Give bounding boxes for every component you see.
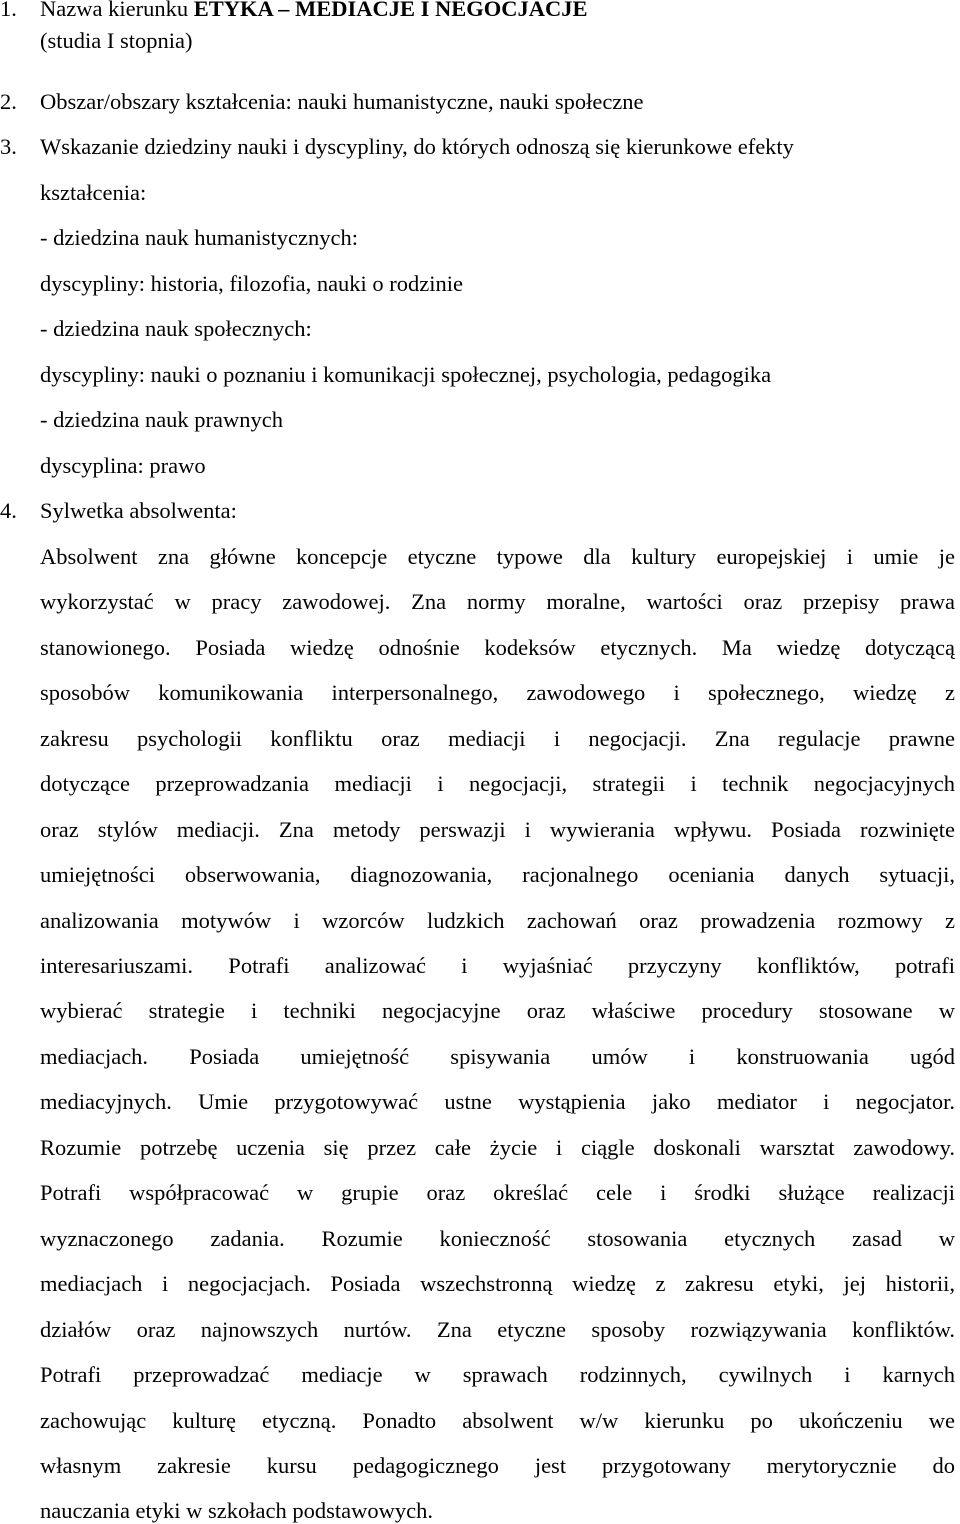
profile-paragraph-line: stanowionego. Posiada wiedzę odnośnie kodeksów etycznych. Ma wiedzę dotyczącą [40,635,955,660]
program-name-title: ETYKA – MEDIACJE I NEGOCJACJE [193,0,588,21]
profile-paragraph-line: analizowania motywów i wzorców ludzkich zachowań oraz prowadzenia rozmowy z [40,908,955,933]
profile-paragraph-line: dotyczące przeprowadzania mediacji i negocjacji, strategii i technik negocjacyjnych [40,771,955,796]
profile-paragraph-line: Potrafi współpracować w grupie oraz określać cele i środki służące realizacji [40,1180,955,1205]
profile-paragraph-line: wykorzystać w pracy zawodowej. Zna normy moralne, wartości oraz przepisy prawa [40,589,955,614]
profile-paragraph-line: mediacyjnych. Umie przygotowywać ustne wystąpienia jako mediator i negocjator. [40,1089,955,1114]
item-number-2: 2. [0,89,17,114]
profile-paragraph-line: własnym zakresie kursu pedagogicznego jest przygotowany merytorycznie do [40,1453,955,1478]
profile-paragraph-line: mediacjach. Posiada umiejętność spisywania umów i konstruowania ugód [40,1044,955,1069]
item-number-4: 4. [0,498,17,523]
profile-paragraph-line: sposobów komunikowania interpersonalnego, zawodowego i społecznego, wiedzę z [40,680,955,705]
study-level: (studia I stopnia) [40,28,193,53]
profile-paragraph-line: umiejętności obserwowania, diagnozowania, racjonalnego oceniania danych sytuacji, [40,862,955,887]
program-name-line [40,0,588,22]
profile-paragraph-line: Rozumie potrzebę uczenia się przez całe życie i ciągle doskonali warsztat zawodowy. [40,1135,955,1160]
program-name-prefix: Nazwa kierunku [40,0,194,21]
education-area: Obszar/obszary kształcenia: nauki humanistyczne, nauki społeczne [40,89,644,114]
profile-paragraph-last-line: nauczania etyki w szkołach podstawowych. [40,1498,433,1523]
profile-paragraph-line: mediacjach i negocjacjach. Posiada wszechstronną wiedzę z zakresu etyki, jej historii, [40,1271,955,1296]
profile-paragraph-line: Absolwent zna główne koncepcje etyczne typowe dla kultury europejskiej i umie je [40,544,955,569]
profile-paragraph-line: zakresu psychologii konfliktu oraz mediacji i negocjacji. Zna regulacje prawne [40,726,955,751]
disciplines-line: - dziedzina nauk społecznych: [40,316,312,341]
graduate-profile-heading: Sylwetka absolwenta: [40,498,237,523]
profile-paragraph-line: Potrafi przeprowadzać mediacje w sprawach rodzinnych, cywilnych i karnych [40,1362,955,1387]
profile-paragraph-line: działów oraz najnowszych nurtów. Zna etyczne sposoby rozwiązywania konfliktów. [40,1317,955,1342]
disciplines-line: - dziedzina nauk humanistycznych: [40,225,359,250]
profile-paragraph-line: wyznaczonego zadania. Rozumie konieczność stosowania etycznych zasad w [40,1226,955,1251]
item-number-3: 3. [0,134,17,159]
disciplines-line: - dziedzina nauk prawnych [40,407,284,432]
disciplines-line: kształcenia: [40,180,147,205]
profile-paragraph-line: wybierać strategie i techniki negocjacyjne oraz właściwe procedury stosowane w [40,998,955,1023]
profile-paragraph-line: interesariuszami. Potrafi analizować i wyjaśniać przyczyny konfliktów, potrafi [40,953,955,978]
disciplines-line: dyscypliny: nauki o poznaniu i komunikacji społecznej, psychologia, pedagogika [40,362,772,387]
disciplines-line: dyscypliny: historia, filozofia, nauki o rodzinie [40,271,464,296]
profile-paragraph-line: zachowując kulturę etyczną. Ponadto absolwent w/w kierunku po ukończeniu we [40,1408,955,1433]
disciplines-line: dyscyplina: prawo [40,453,206,478]
profile-paragraph-line: oraz stylów mediacji. Zna metody perswazji i wywierania wpływu. Posiada rozwinięte [40,817,955,842]
item-number-1: 1. [0,0,17,21]
disciplines-line: Wskazanie dziedziny nauki i dyscypliny, do których odnoszą się kierunkowe efekty [40,134,794,159]
